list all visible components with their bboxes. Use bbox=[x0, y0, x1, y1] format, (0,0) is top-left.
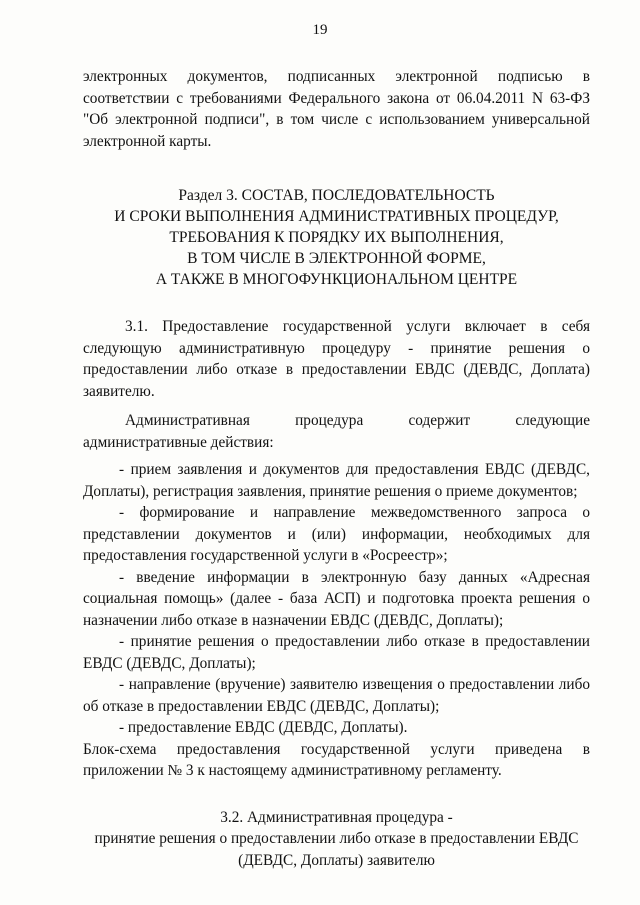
block-scheme-paragraph: Блок-схема предоставления государственной услуги приведена в приложении № 3 к настоящему административному регламенту. bbox=[83, 740, 590, 779]
actions-intro-paragraph: Административная процедура содержит следующие административные действия: bbox=[83, 412, 590, 451]
section-title-line: ТРЕБОВАНИЯ К ПОРЯДКУ ИХ ВЫПОЛНЕНИЯ, bbox=[169, 229, 504, 246]
section-3-heading bbox=[83, 185, 590, 290]
paragraph-3-1: 3.1. Предоставление государственной услуги включает в себя следующую административную процедуру - принятие решения о предоставлении либо отказе в предоставлении ЕВДС (ДЕВДС, Доплата) заявителю. bbox=[83, 318, 590, 400]
subsection-title-line: (ДЕВДС, Доплаты) заявителю bbox=[238, 851, 435, 869]
subsection-title-line: 3.2. Административная процедура - bbox=[220, 808, 453, 826]
section-title-line: А ТАКЖЕ В МНОГОФУНКЦИОНАЛЬНОМ ЦЕНТРЕ bbox=[155, 271, 518, 288]
section-title-line: В ТОМ ЧИСЛЕ В ЭЛЕКТРОННОЙ ФОРМЕ, bbox=[187, 250, 486, 267]
section-title-line: Раздел 3. СОСТАВ, ПОСЛЕДОВАТЕЛЬНОСТЬ bbox=[178, 187, 495, 204]
action-item: - направление (вручение) заявителю извещения о предоставлении либо об отказе в предоставлении ЕВДС (ДЕВДС, Доплаты); bbox=[83, 676, 590, 715]
action-item: - предоставление ЕВДС (ДЕВДС, Доплаты). bbox=[119, 719, 408, 736]
action-item: - введение информации в электронную базу данных «Адресная социальная помощь» (далее - база АСП) и подготовка проекта решения о назначении либо отказе в назначении ЕВДС (ДЕВДС, Доплаты); bbox=[83, 568, 590, 629]
action-item: - прием заявления и документов для предоставления ЕВДС (ДЕВДС, Доплаты), регистрация заявления, принятие решения о приеме документов; bbox=[83, 461, 590, 500]
actions-list bbox=[83, 459, 590, 739]
action-item: - принятие решения о предоставлении либо отказе в предоставлении ЕВДС (ДЕВДС, Доплаты); bbox=[83, 633, 590, 672]
section-title-line: И СРОКИ ВЫПОЛНЕНИЯ АДМИНИСТРАТИВНЫХ ПРОЦЕДУР, bbox=[114, 208, 559, 225]
intro-continuation-paragraph: электронных документов, подписанных электронной подписью в соответствии с требованиями Федерального закона от 06.04.2011 N 63-ФЗ "Об электронной подписи", в том числе с использованием универсальной электронной карты. bbox=[83, 68, 590, 150]
subsection-title-line: принятие решения о предоставлении либо отказе в предоставлении ЕВДС bbox=[94, 830, 579, 847]
action-item: - формирование и направление межведомственного запроса о представлении документов и (или) информации, необходимых для предоставления государственной услуги в «Росреестр»; bbox=[83, 504, 590, 564]
subsection-3-2-heading bbox=[83, 807, 590, 872]
page-number: 19 bbox=[312, 22, 328, 38]
